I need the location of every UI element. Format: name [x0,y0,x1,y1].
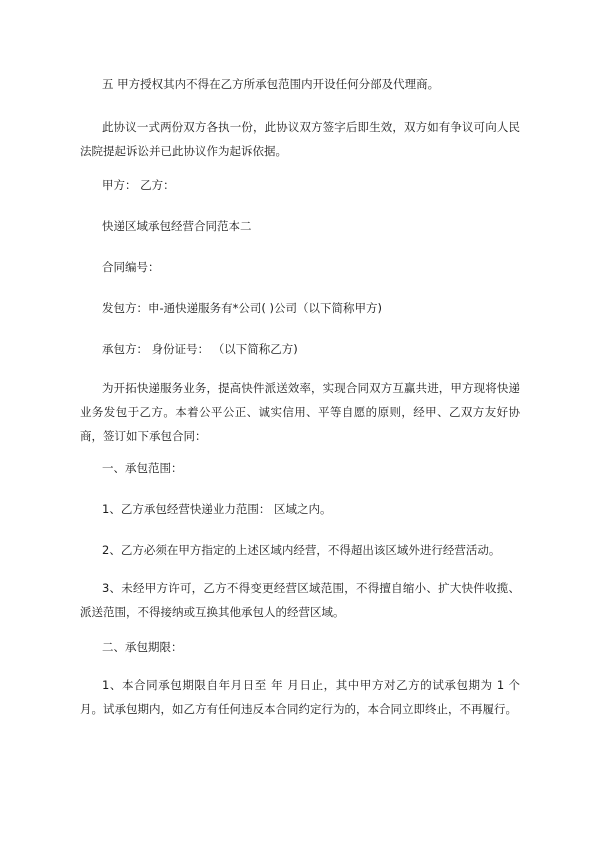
party-b-line: 承包方： 身份证号： （以下简称乙方) [102,342,298,356]
scope-item-2: 2、乙方必须在甲方指定的上述区域内经营，不得超出该区域外进行经营活动。 [102,543,501,557]
term-item-1: 1、本合同承包期限自年月日至 年 月日止，其中甲方对乙方的试承包期为 1 个月。试承包期内，如乙方有任何违反本合同约定行为的，本合同立即终止，不再履行。 [80,678,520,716]
party-a-line: 发包方：申-通快递服务有*公司( )公司（以下简称甲方) [102,301,383,315]
contract-number: 合同编号： [102,260,160,274]
paragraph-agreement-copies: 此协议一式两份双方各执一份，此协议双方签字后即生效，双方如有争议可向人民法院提起诉讼并已此协议作为起诉依据。 [80,120,520,158]
document-subtitle: 快递区域承包经营合同范本二 [102,219,252,233]
scope-item-1: 1、乙方承包经营快递业力范围： 区域之内。 [102,502,332,516]
section-heading-scope: 一、承包范围： [102,461,183,475]
section-heading-term: 二、承包期限： [102,640,183,654]
paragraph-signatures: 甲方： 乙方： [102,178,175,192]
paragraph-clause-five: 五 甲方授权其内不得在乙方所承包范围内开设任何分部及代理商。 [102,77,440,91]
scope-item-3: 3、未经甲方许可，乙方不得变更经营区域范围，不得擅自缩小、扩大快件收揽、派送范围，不得接纳或互换其他承包人的经营区域。 [80,581,520,619]
paragraph-preamble: 为开拓快递服务业务，提高快件派送效率，实现合同双方互赢共进，甲方现将快递业务发包于乙方。本着公平公正、诚实信用、平等自愿的原则，经甲、乙双方友好协商，签订如下承包合同： [80,381,520,443]
